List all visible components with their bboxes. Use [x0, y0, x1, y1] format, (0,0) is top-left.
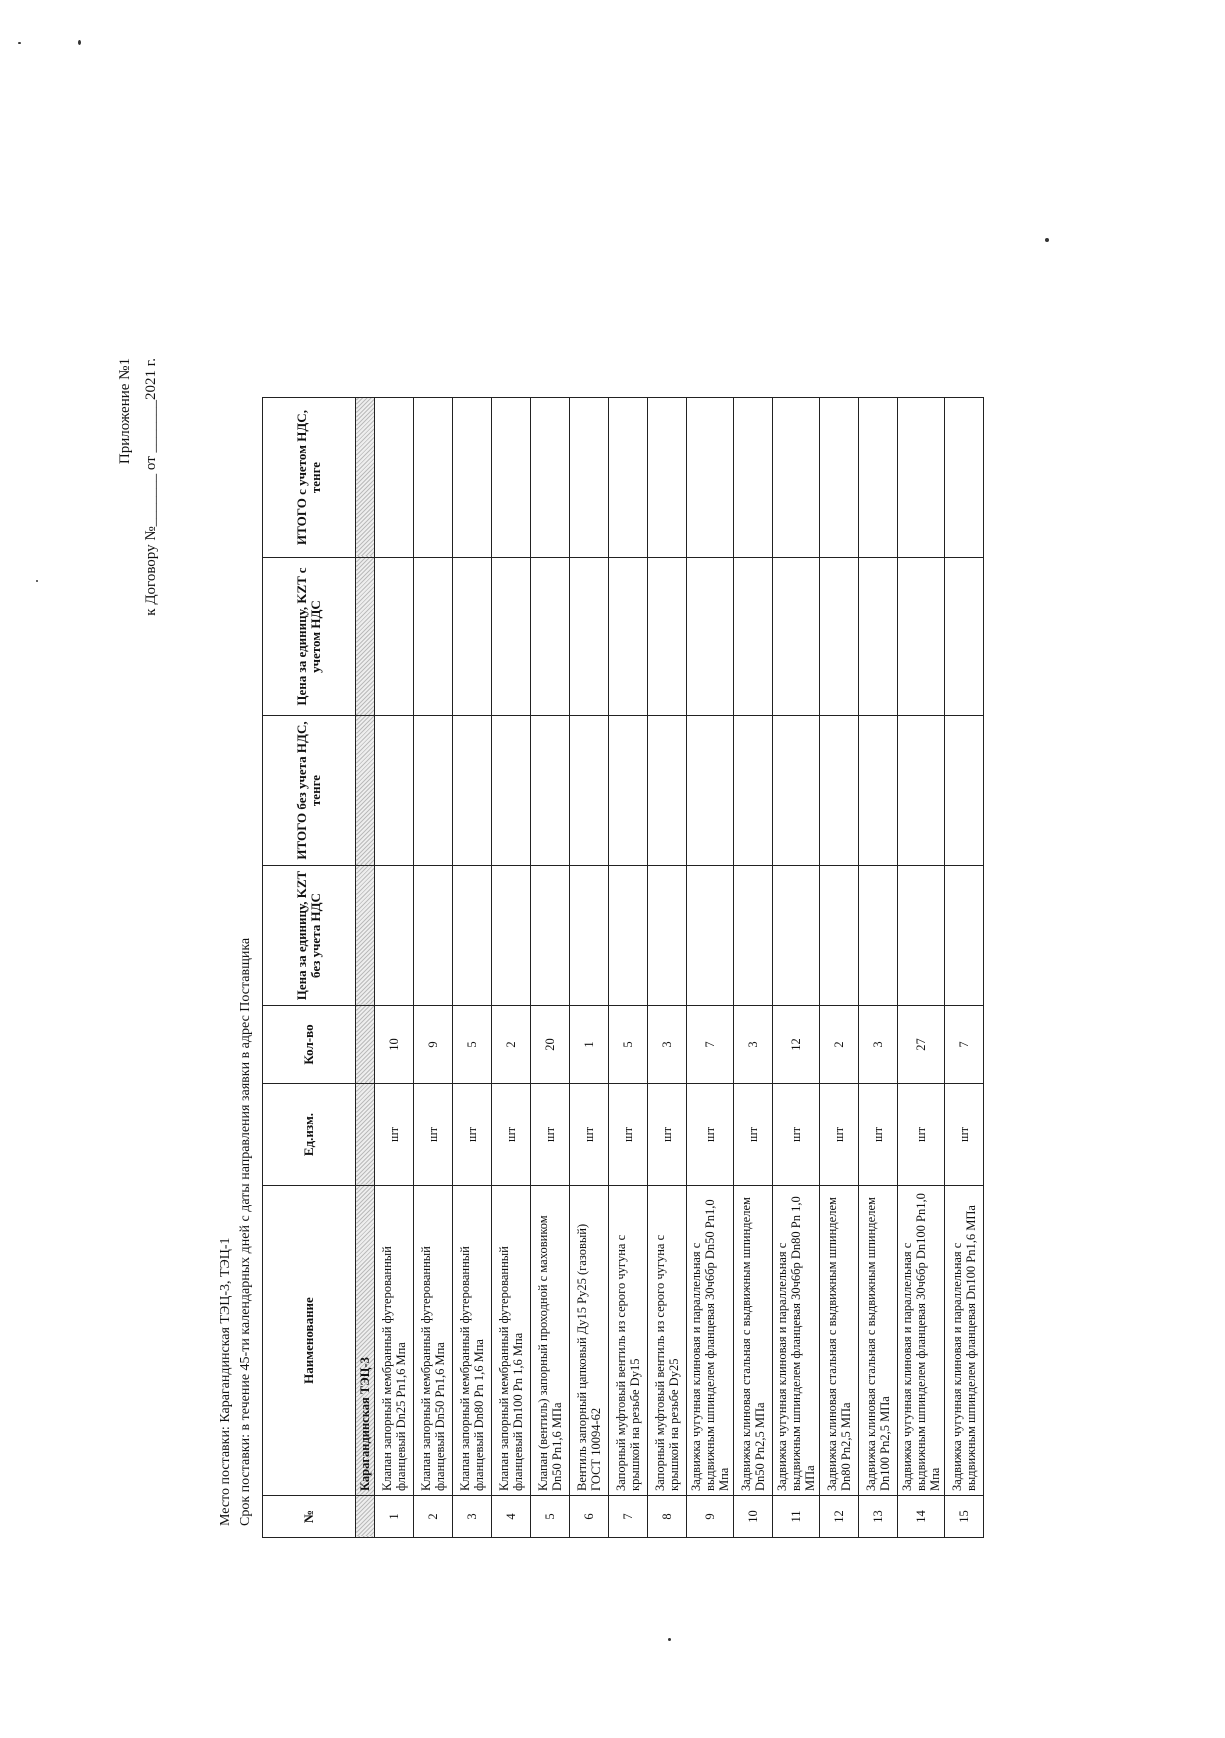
price-no-vat-cell [734, 866, 773, 1006]
row-number: 10 [734, 1496, 773, 1538]
row-number: 9 [687, 1496, 734, 1538]
price-vat-cell [531, 558, 570, 716]
row-number: 6 [570, 1496, 609, 1538]
item-quantity: 5 [453, 1006, 492, 1084]
table-row [945, 398, 984, 1538]
rotated-page [0, 208, 1120, 1738]
price-vat-cell [898, 558, 945, 716]
price-no-vat-cell [859, 866, 898, 1006]
col-price-vat-header: Цена за единицу, KZT с учетом НДС [263, 558, 356, 716]
price-vat-cell [414, 558, 453, 716]
item-unit: шт [648, 1084, 687, 1186]
col-unit-header: Ед.изм. [263, 1084, 356, 1186]
table-row [648, 398, 687, 1538]
item-unit: шт [734, 1084, 773, 1186]
item-name: Задвижка клиновая стальная с выдвижным шпинделем Dn50 Pn2,5 МПа [734, 1186, 773, 1496]
table-row [375, 398, 414, 1538]
row-number: 1 [375, 1496, 414, 1538]
table-row [414, 398, 453, 1538]
total-vat-cell [414, 398, 453, 558]
price-vat-cell [859, 558, 898, 716]
item-name: Клапан (вентиль) запорный проходной с маховиком Dn50 Pn1,6 МПа [531, 1186, 570, 1496]
item-unit: шт [453, 1084, 492, 1186]
price-vat-cell [734, 558, 773, 716]
delivery-place: Место поставки: Карагандинская ТЭЦ-3, ТЭЦ-1 [218, 1237, 233, 1526]
item-unit: шт [375, 1084, 414, 1186]
table-row [820, 398, 859, 1538]
table-header-row [263, 398, 356, 1538]
price-no-vat-cell [531, 866, 570, 1006]
table-row [898, 398, 945, 1538]
item-unit: шт [531, 1084, 570, 1186]
price-no-vat-cell [609, 866, 648, 1006]
total-no-vat-cell [648, 716, 687, 866]
total-no-vat-cell [820, 716, 859, 866]
total-vat-cell [453, 398, 492, 558]
total-vat-cell [945, 398, 984, 558]
annex-label: Приложение №1 [117, 358, 133, 465]
item-quantity: 3 [734, 1006, 773, 1084]
price-vat-cell [609, 558, 648, 716]
table-row [453, 398, 492, 1538]
total-no-vat-cell [414, 716, 453, 866]
item-name: Клапан запорный мембранный футерованный фланцевый Dn50 Pn1,6 Мпа [414, 1186, 453, 1496]
item-name: Задвижка клиновая стальная с выдвижным шпинделем Dn100 Pn2,5 МПа [859, 1186, 898, 1496]
table-row [492, 398, 531, 1538]
price-vat-cell [687, 558, 734, 716]
table-row [734, 398, 773, 1538]
item-unit: шт [820, 1084, 859, 1186]
col-total-vat-header: ИТОГО с учетом НДС, тенге [263, 398, 356, 558]
total-no-vat-cell [453, 716, 492, 866]
col-total-no-vat-header: ИТОГО без учета НДС, тенге [263, 716, 356, 866]
item-quantity: 20 [531, 1006, 570, 1084]
table-row [609, 398, 648, 1538]
item-quantity: 12 [773, 1006, 820, 1084]
item-name: Вентиль запорный цапковый Ду15 Ру25 (газовый) ГОСТ 10094-62 [570, 1186, 609, 1496]
price-no-vat-cell [648, 866, 687, 1006]
item-name: Задвижка клиновая стальная с выдвижным шпинделем Dn80 Pn2,5 МПа [820, 1186, 859, 1496]
price-no-vat-cell [570, 866, 609, 1006]
price-no-vat-cell [773, 866, 820, 1006]
item-unit: шт [609, 1084, 648, 1186]
total-vat-cell [820, 398, 859, 558]
price-vat-cell [773, 558, 820, 716]
price-no-vat-cell [414, 866, 453, 1006]
item-quantity: 9 [414, 1006, 453, 1084]
total-vat-cell [570, 398, 609, 558]
price-vat-cell [453, 558, 492, 716]
row-number: 4 [492, 1496, 531, 1538]
item-name: Запорный муфтовый вентиль из серого чугуна с крышкой на резьбе Dy25 [648, 1186, 687, 1496]
section-row [356, 398, 375, 1538]
table-row [859, 398, 898, 1538]
price-vat-cell [945, 558, 984, 716]
total-no-vat-cell [859, 716, 898, 866]
price-no-vat-cell [820, 866, 859, 1006]
item-unit: шт [773, 1084, 820, 1186]
item-name: Клапан запорный мембранный футерованный фланцевый Dn80 Pn 1,6 Мпа [453, 1186, 492, 1496]
total-vat-cell [609, 398, 648, 558]
item-unit: шт [570, 1084, 609, 1186]
contract-reference: к Договору №_______ от _______2021 г. [143, 358, 159, 616]
row-number: 13 [859, 1496, 898, 1538]
price-no-vat-cell [687, 866, 734, 1006]
item-quantity: 3 [648, 1006, 687, 1084]
total-vat-cell [773, 398, 820, 558]
price-vat-cell [492, 558, 531, 716]
item-quantity: 10 [375, 1006, 414, 1084]
item-unit: шт [859, 1084, 898, 1186]
col-name-header: Наименование [263, 1186, 356, 1496]
item-quantity: 27 [898, 1006, 945, 1084]
item-name: Клапан запорный мембранный футерованный фланцевый Dn100 Pn 1,6 Мпа [492, 1186, 531, 1496]
price-no-vat-cell [898, 866, 945, 1006]
price-no-vat-cell [453, 866, 492, 1006]
item-unit: шт [898, 1084, 945, 1186]
total-no-vat-cell [773, 716, 820, 866]
item-unit: шт [687, 1084, 734, 1186]
price-no-vat-cell [945, 866, 984, 1006]
row-number: 5 [531, 1496, 570, 1538]
total-no-vat-cell [492, 716, 531, 866]
item-quantity: 2 [820, 1006, 859, 1084]
item-name: Клапан запорный мембранный футерованный фланцевый Dn25 Pn1,6 Мпа [375, 1186, 414, 1496]
col-qty-header: Кол-во [263, 1006, 356, 1084]
total-no-vat-cell [687, 716, 734, 866]
row-number: 15 [945, 1496, 984, 1538]
row-number: 2 [414, 1496, 453, 1538]
total-vat-cell [648, 398, 687, 558]
price-vat-cell [820, 558, 859, 716]
row-number: 3 [453, 1496, 492, 1538]
total-vat-cell [734, 398, 773, 558]
total-vat-cell [375, 398, 414, 558]
item-quantity: 7 [687, 1006, 734, 1084]
total-vat-cell [492, 398, 531, 558]
total-no-vat-cell [609, 716, 648, 866]
item-quantity: 2 [492, 1006, 531, 1084]
total-vat-cell [859, 398, 898, 558]
item-unit: шт [492, 1084, 531, 1186]
row-number: 8 [648, 1496, 687, 1538]
price-vat-cell [570, 558, 609, 716]
total-no-vat-cell [531, 716, 570, 866]
item-unit: шт [945, 1084, 984, 1186]
section-title: Карагандинская ТЭЦ-3 [356, 1186, 375, 1496]
row-number: 7 [609, 1496, 648, 1538]
price-vat-cell [648, 558, 687, 716]
item-quantity: 5 [609, 1006, 648, 1084]
col-price-no-vat-header: Цена за единицу, KZT без учета НДС [263, 866, 356, 1006]
total-vat-cell [687, 398, 734, 558]
delivery-term: Срок поставки: в течение 45-ти календарных дней с даты направления заявки в адрес Поставщика [238, 937, 253, 1526]
total-no-vat-cell [734, 716, 773, 866]
price-no-vat-cell [375, 866, 414, 1006]
row-number: 14 [898, 1496, 945, 1538]
item-quantity: 7 [945, 1006, 984, 1084]
item-unit: шт [414, 1084, 453, 1186]
table-row [687, 398, 734, 1538]
table-row [570, 398, 609, 1538]
item-name: Задвижка чугунная клиновая и параллельная с выдвижным шпинделем фланцевая Dn100 Pn1,6 МПа [945, 1186, 984, 1496]
item-quantity: 3 [859, 1006, 898, 1084]
total-vat-cell [531, 398, 570, 558]
row-number: 11 [773, 1496, 820, 1538]
specification-table [262, 397, 984, 1538]
total-no-vat-cell [375, 716, 414, 866]
row-number: 12 [820, 1496, 859, 1538]
total-no-vat-cell [945, 716, 984, 866]
total-no-vat-cell [898, 716, 945, 866]
item-name: Запорный муфтовый вентиль из серого чугуна с крышкой на резьбе Dy15 [609, 1186, 648, 1496]
total-vat-cell [898, 398, 945, 558]
item-name: Задвижка чугунная клиновая и параллельная с выдвижным шпинделем фланцевая 30ч6бр Dn50 Pn1,0 Мпа [687, 1186, 734, 1496]
total-no-vat-cell [570, 716, 609, 866]
col-number-header: № [263, 1496, 356, 1538]
item-name: Задвижка чугунная клиновая и параллельная с выдвижным шпинделем фланцевая 30ч6бр Dn100 Pn1,0 Мпа [898, 1186, 945, 1496]
price-vat-cell [375, 558, 414, 716]
item-name: Задвижка чугунная клиновая и параллельная с выдвижным шпинделем фланцевая 30ч6бр Dn80 Pn 1,0 МПа [773, 1186, 820, 1496]
price-no-vat-cell [492, 866, 531, 1006]
item-quantity: 1 [570, 1006, 609, 1084]
table-row [531, 398, 570, 1538]
table-row [773, 398, 820, 1538]
